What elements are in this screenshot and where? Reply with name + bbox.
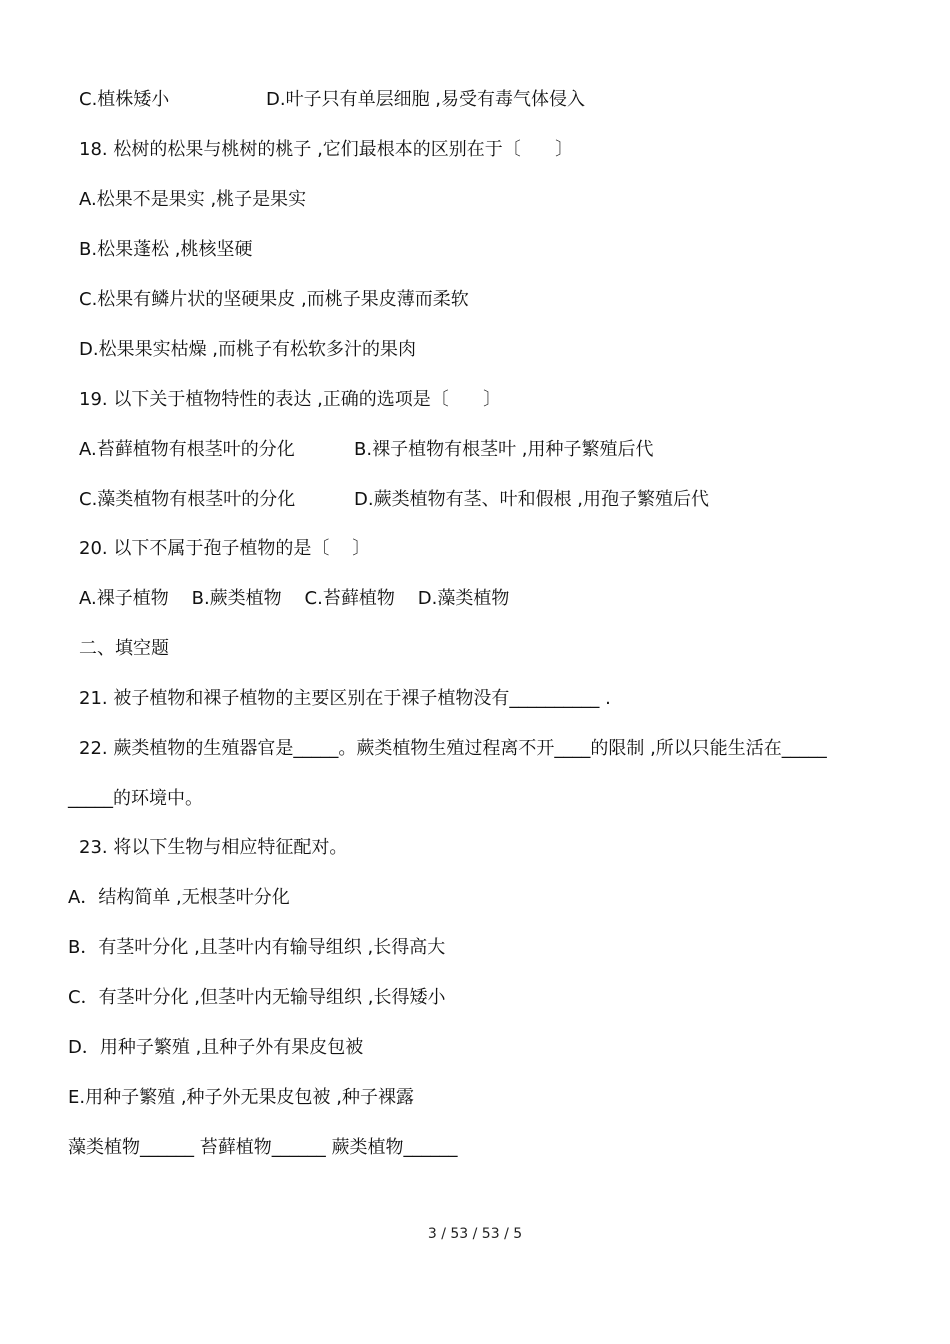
q23-option-a: A．结构简单 ,无根茎叶分化 bbox=[68, 887, 290, 908]
q18-option-b: B.松果蓬松 ,桃核坚硬 bbox=[79, 239, 253, 260]
q20-options: A.裸子植物 B.蕨类植物 C.苔藓植物 D.藻类植物 bbox=[79, 588, 510, 609]
q19-option-c: C.藻类植物有根茎叶的分化 bbox=[79, 489, 296, 510]
q23-option-b: B．有茎叶分化 ,且茎叶内有输导组织 ,长得高大 bbox=[68, 937, 446, 958]
q21-text: 21. 被子植物和裸子植物的主要区别在于裸子植物没有__________ . bbox=[79, 688, 611, 709]
q19-option-d: D.蕨类植物有茎、叶和假根 ,用孢子繁殖后代 bbox=[354, 489, 710, 510]
q22-line-2: _____的环境中。 bbox=[68, 788, 203, 809]
q23-option-e: E.用种子繁殖 ,种子外无果皮包被 ,种子裸露 bbox=[68, 1087, 414, 1108]
section-heading-fill-in: 二、填空题 bbox=[79, 638, 169, 659]
q19-stem: 19. 以下关于植物特性的表达 ,正确的选项是〔 〕 bbox=[79, 389, 502, 410]
q23-match-line: 藻类植物______ 苔藓植物______ 蕨类植物______ bbox=[68, 1137, 458, 1158]
q20-stem: 20. 以下不属于孢子植物的是〔 〕 bbox=[79, 538, 371, 559]
page-number: 3 / 53 / 53 / 5 bbox=[427, 1226, 523, 1242]
q18-option-d: D.松果果实枯燥 ,而桃子有松软多汁的果肉 bbox=[79, 339, 417, 360]
q17-option-c: C.植株矮小 bbox=[79, 89, 170, 110]
q23-option-c: C．有茎叶分化 ,但茎叶内无输导组织 ,长得矮小 bbox=[68, 987, 446, 1008]
q22-line-1: 22. 蕨类植物的生殖器官是_____。蕨类植物生殖过程离不开____的限制 ,所以只能生活在_____ bbox=[79, 738, 827, 759]
q19-option-a: A.苔藓植物有根茎叶的分化 bbox=[79, 439, 295, 460]
q18-stem: 18. 松树的松果与桃树的桃子 ,它们最根本的区别在于〔 〕 bbox=[79, 139, 574, 160]
q17-option-d: D.叶子只有单层细胞 ,易受有毒气体侵入 bbox=[266, 89, 586, 110]
q18-option-a: A.松果不是果实 ,桃子是果实 bbox=[79, 189, 307, 210]
q23-stem: 23. 将以下生物与相应特征配对。 bbox=[79, 837, 348, 858]
q23-option-d: D．用种子繁殖 ,且种子外有果皮包被 bbox=[68, 1037, 364, 1058]
q19-option-b: B.裸子植物有根茎叶 ,用种子繁殖后代 bbox=[354, 439, 654, 460]
q18-option-c: C.松果有鳞片状的坚硬果皮 ,而桃子果皮薄而柔软 bbox=[79, 289, 469, 310]
